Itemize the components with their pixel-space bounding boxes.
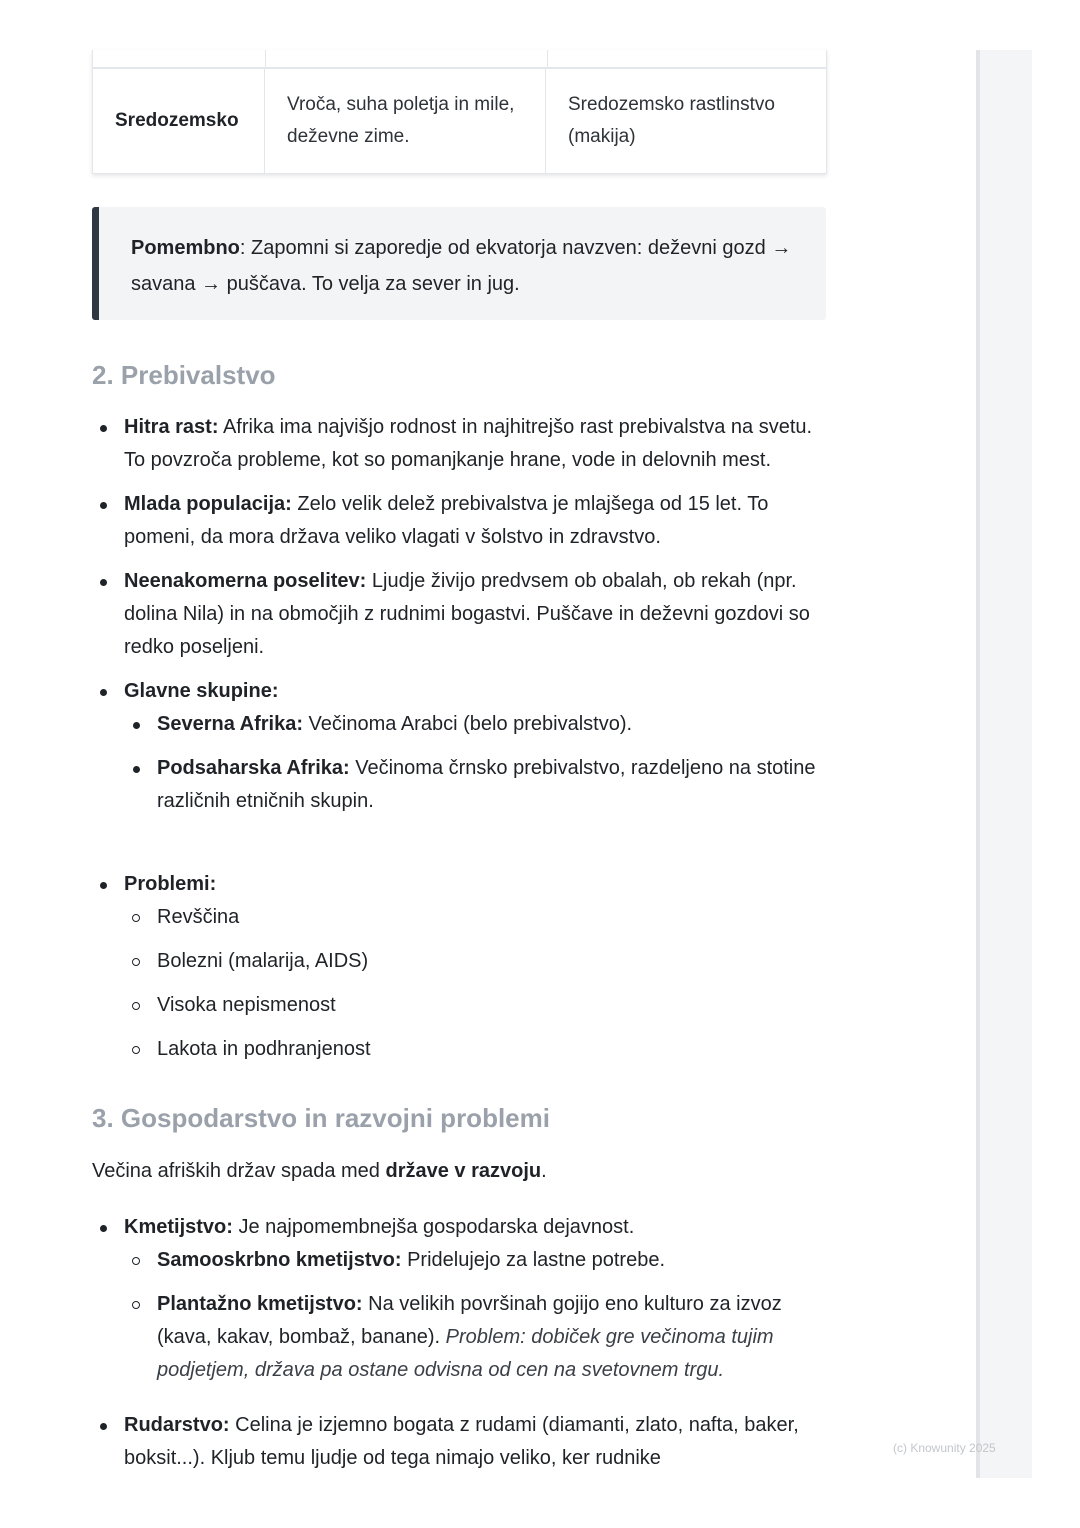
item-label: Kmetijstvo: [124, 1216, 233, 1238]
table-cell-vegetation: Sredozemsko rastlinstvo (makija) [568, 94, 775, 147]
item-label: Rudarstvo: [124, 1414, 230, 1436]
sub-list-item: Bolezni (malarija, AIDS) [92, 945, 826, 978]
item-text: Ljudje živijo predvsem ob obalah, ob rekah (npr. dolina Nila) in na območjih z rudnimi bogastvi. Puščave in deževni gozdovi so redko poseljeni. [124, 570, 810, 658]
sub-list-item: Visoka nepismenost [92, 989, 826, 1022]
item-text: Večinoma črnsko prebivalstvo, razdeljeno na stotine različnih etničnih skupin. [157, 757, 816, 812]
table-cell-climate: Vroča, suha poletja in mile, deževne zime. [265, 69, 546, 173]
list-item [92, 675, 826, 708]
item-label: Mlada populacija: [124, 493, 292, 515]
sub-list-item [92, 708, 826, 741]
callout-label: Pomembno [131, 237, 240, 259]
list-item [92, 488, 826, 554]
problems-list [92, 868, 826, 1066]
watermark: (c) Knowunity 2025 [893, 1441, 996, 1455]
item-text: Zelo velik delež prebivalstva je mlajšega od 15 let. To pomeni, da mora država veliko vlagati v šolstvo in zdravstvo. [124, 493, 769, 548]
list-item [92, 1211, 826, 1244]
item-label: Glavne skupine: [124, 680, 279, 702]
economy-intro [92, 1155, 826, 1188]
item-label: Severna Afrika: [157, 713, 303, 735]
intro-bold: države v razvoju [385, 1160, 542, 1182]
climate-table [92, 50, 827, 174]
population-list [92, 411, 826, 818]
item-label: Neenakomerna poselitev: [124, 570, 367, 592]
sub-list-item: Revščina [92, 901, 826, 934]
table-row-partial [93, 50, 826, 69]
list-item [92, 1409, 826, 1475]
sub-list-item [92, 1288, 826, 1387]
item-text: Na velikih površinah gojijo eno kulturo za izvoz (kava, kakav, bombaž, banane). [157, 1293, 782, 1348]
sub-list-item [92, 752, 826, 818]
section-heading-population: 2. Prebivalstvo [92, 360, 276, 390]
item-label: Podsaharska Afrika: [157, 757, 350, 779]
sub-list-item: Lakota in podhranjenost [92, 1033, 826, 1066]
item-text: Pridelujejo za lastne potrebe. [401, 1249, 666, 1271]
section-heading-economy: 3. Gospodarstvo in razvojni problemi [92, 1103, 550, 1133]
item-label: Plantažno kmetijstvo: [157, 1293, 363, 1315]
callout-text: : Zapomni si zaporedje od ekvatorja navzven: deževni gozd → savana → puščava. To velja za sever in jug. [131, 237, 792, 295]
list-item [92, 565, 826, 664]
sub-list-item [92, 1244, 826, 1277]
intro-text: Večina afriških držav spada med [92, 1160, 386, 1182]
economy-list [92, 1211, 826, 1475]
item-text: Je najpomembnejša gospodarska dejavnost. [232, 1216, 635, 1238]
item-text: Celina je izjemno bogata z rudami (diamanti, zlato, nafta, baker, boksit...). Kljub temu ljudje od tega nimajo veliko, ker rudnike [124, 1414, 799, 1469]
intro-end: . [541, 1160, 547, 1182]
item-text: Večinoma Arabci (belo prebivalstvo). [303, 713, 633, 735]
table-row [93, 69, 826, 173]
table-cell-name: Sredozemsko [93, 69, 265, 173]
page-margin-bar [976, 50, 1032, 1478]
item-label: Samooskrbno kmetijstvo: [157, 1249, 402, 1271]
item-text: Afrika ima najvišjo rodnost in najhitrejšo rast prebivalstva na svetu. To povzroča probleme, kot so pomanjkanje hrane, vode in delovnih mest. [124, 416, 813, 471]
list-item [92, 411, 826, 477]
item-label: Problemi: [124, 873, 217, 895]
item-italic-note: Problem: dobiček gre večinoma tujim podjetjem, država pa ostane odvisna od cen na svetovnem trgu. [157, 1326, 774, 1381]
item-label: Hitra rast: [124, 416, 219, 438]
important-callout [92, 207, 826, 320]
list-item [92, 868, 826, 901]
